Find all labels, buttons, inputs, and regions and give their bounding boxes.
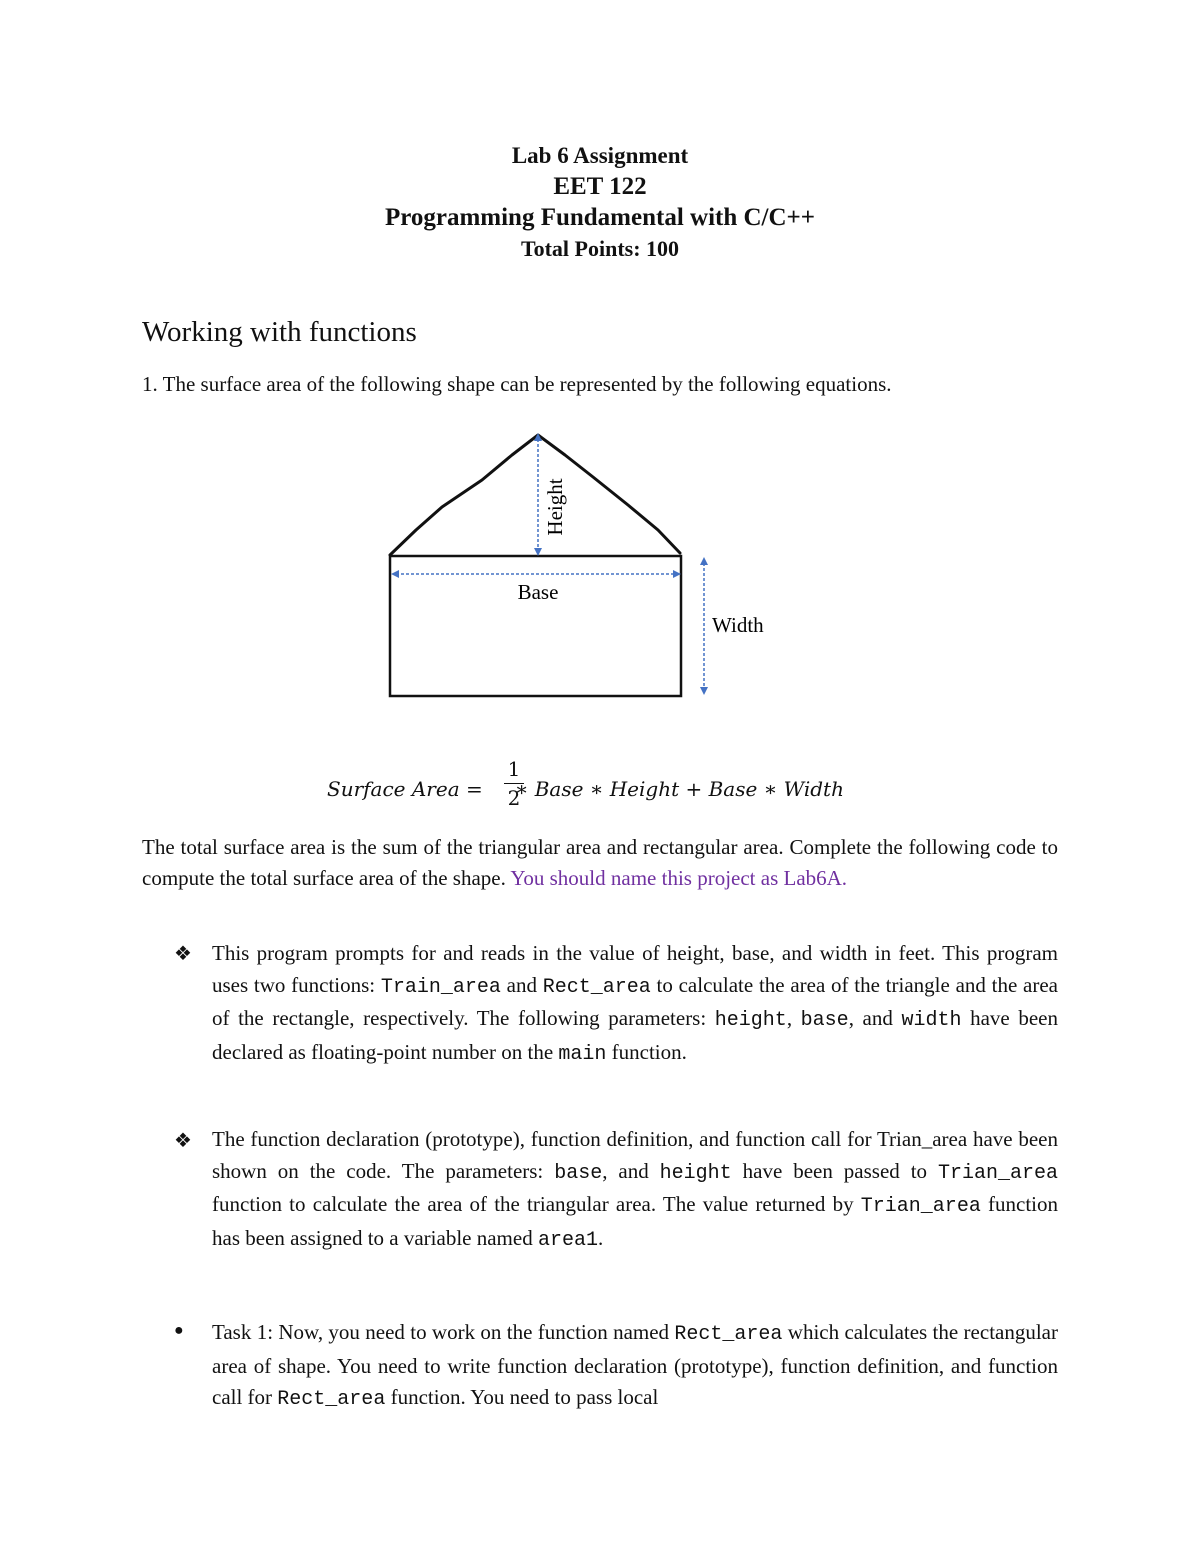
b2-code-height: height: [659, 1161, 732, 1185]
section-title: Working with functions: [142, 316, 417, 348]
formula-text: [327, 777, 844, 801]
formula-lhs: Surface Area =: [327, 777, 483, 801]
bullet-trian-area-description: [212, 1124, 1058, 1256]
dot-bullet-icon: ●: [174, 1322, 184, 1339]
course-code: EET 122: [553, 173, 647, 200]
triangle-outline: [390, 435, 680, 555]
b1-text-7: function.: [606, 1039, 687, 1064]
b2-code-trian-area: Trian_area: [937, 1161, 1058, 1185]
lab-title: Lab 6 Assignment: [511, 143, 689, 168]
document-header: [0, 140, 1200, 264]
b3-text-1: Task 1: Now, you need to work on the function named: [212, 1320, 675, 1344]
width-arrow-head-bottom: [700, 687, 708, 695]
rectangle-outline: [390, 556, 681, 696]
b2-text-3: have been passed to: [731, 1158, 938, 1183]
b1-code-base: base: [800, 1009, 849, 1032]
b3-text-2: which calculates the rectangular area of shape. You need to write function declaration (prototype), function definition, and function call for: [212, 1320, 1058, 1409]
b2-code-area1: area1: [537, 1228, 598, 1252]
project-name-note: You should name this project as Lab6A.: [510, 866, 848, 890]
b2-text-2: , and: [602, 1158, 660, 1183]
b3-code-rect-area-2: Rect_area: [277, 1388, 386, 1411]
b2-text-6: .: [597, 1225, 604, 1250]
width-label: Width: [712, 613, 764, 637]
b3-text-3: function. You need to pass local: [385, 1385, 659, 1409]
total-points: Total Points: 100: [520, 236, 680, 261]
b2-code-trian-area-2: Trian_area: [860, 1195, 981, 1218]
shape-diagram: [380, 425, 800, 715]
height-label: Height: [543, 478, 567, 536]
bullet-task-1: [212, 1317, 1058, 1416]
b2-code-base: base: [554, 1161, 603, 1185]
question-1: 1. The surface area of the following shape can be represented by the following equations.: [142, 372, 892, 396]
fraction-denominator: 2: [507, 786, 521, 810]
b1-code-main: main: [558, 1042, 607, 1066]
b2-text-1: The function declaration (prototype), function definition, and function call for Trian_area have been shown on the code. The parameters:: [212, 1127, 1058, 1183]
b1-code-width: width: [901, 1009, 962, 1032]
b1-text-3: to calculate the area of the triangle and the area of the rectangle, respectively. The following parameters:: [212, 972, 1058, 1030]
b1-code-height: height: [714, 1009, 787, 1032]
b2-text-5: function has been assigned to a variable named: [212, 1192, 1059, 1250]
b1-text-5: , and: [848, 1006, 902, 1030]
b1-code-train-area: Train_area: [380, 975, 501, 999]
width-arrow-head-top: [700, 557, 708, 565]
base-arrow-head-left: [391, 570, 399, 578]
b1-text-2: and: [500, 972, 543, 997]
base-label: Base: [517, 580, 559, 604]
b1-code-rect-area: Rect_area: [542, 975, 651, 999]
fraction-numerator: 1: [507, 757, 521, 781]
paragraph-text: The total surface area is the sum of the triangular area and rectangular area. Complete the following code to compute the total surface area of the shape.: [142, 835, 1058, 890]
diamond-bullet-icon: ❖: [174, 943, 192, 965]
course-name: Programming Fundamental with C/C++: [384, 204, 816, 231]
instructions-paragraph: [142, 832, 1058, 894]
formula-rhs: ∗ Base ∗ Height + Base ∗ Width: [514, 777, 844, 801]
b2-text-4: function to calculate the area of the triangular area. The value returned by: [212, 1192, 861, 1216]
b1-text-4: ,: [786, 1006, 801, 1030]
b3-code-rect-area: Rect_area: [674, 1323, 783, 1346]
bullet-program-description: [212, 938, 1058, 1070]
b1-text-1: This program prompts for and reads in the value of height, base, and width in feet. This program uses two functions:: [212, 941, 1058, 997]
b1-text-6: have been declared as floating-point number on the: [212, 1006, 1058, 1064]
diamond-bullet-icon: ❖: [174, 1130, 192, 1152]
